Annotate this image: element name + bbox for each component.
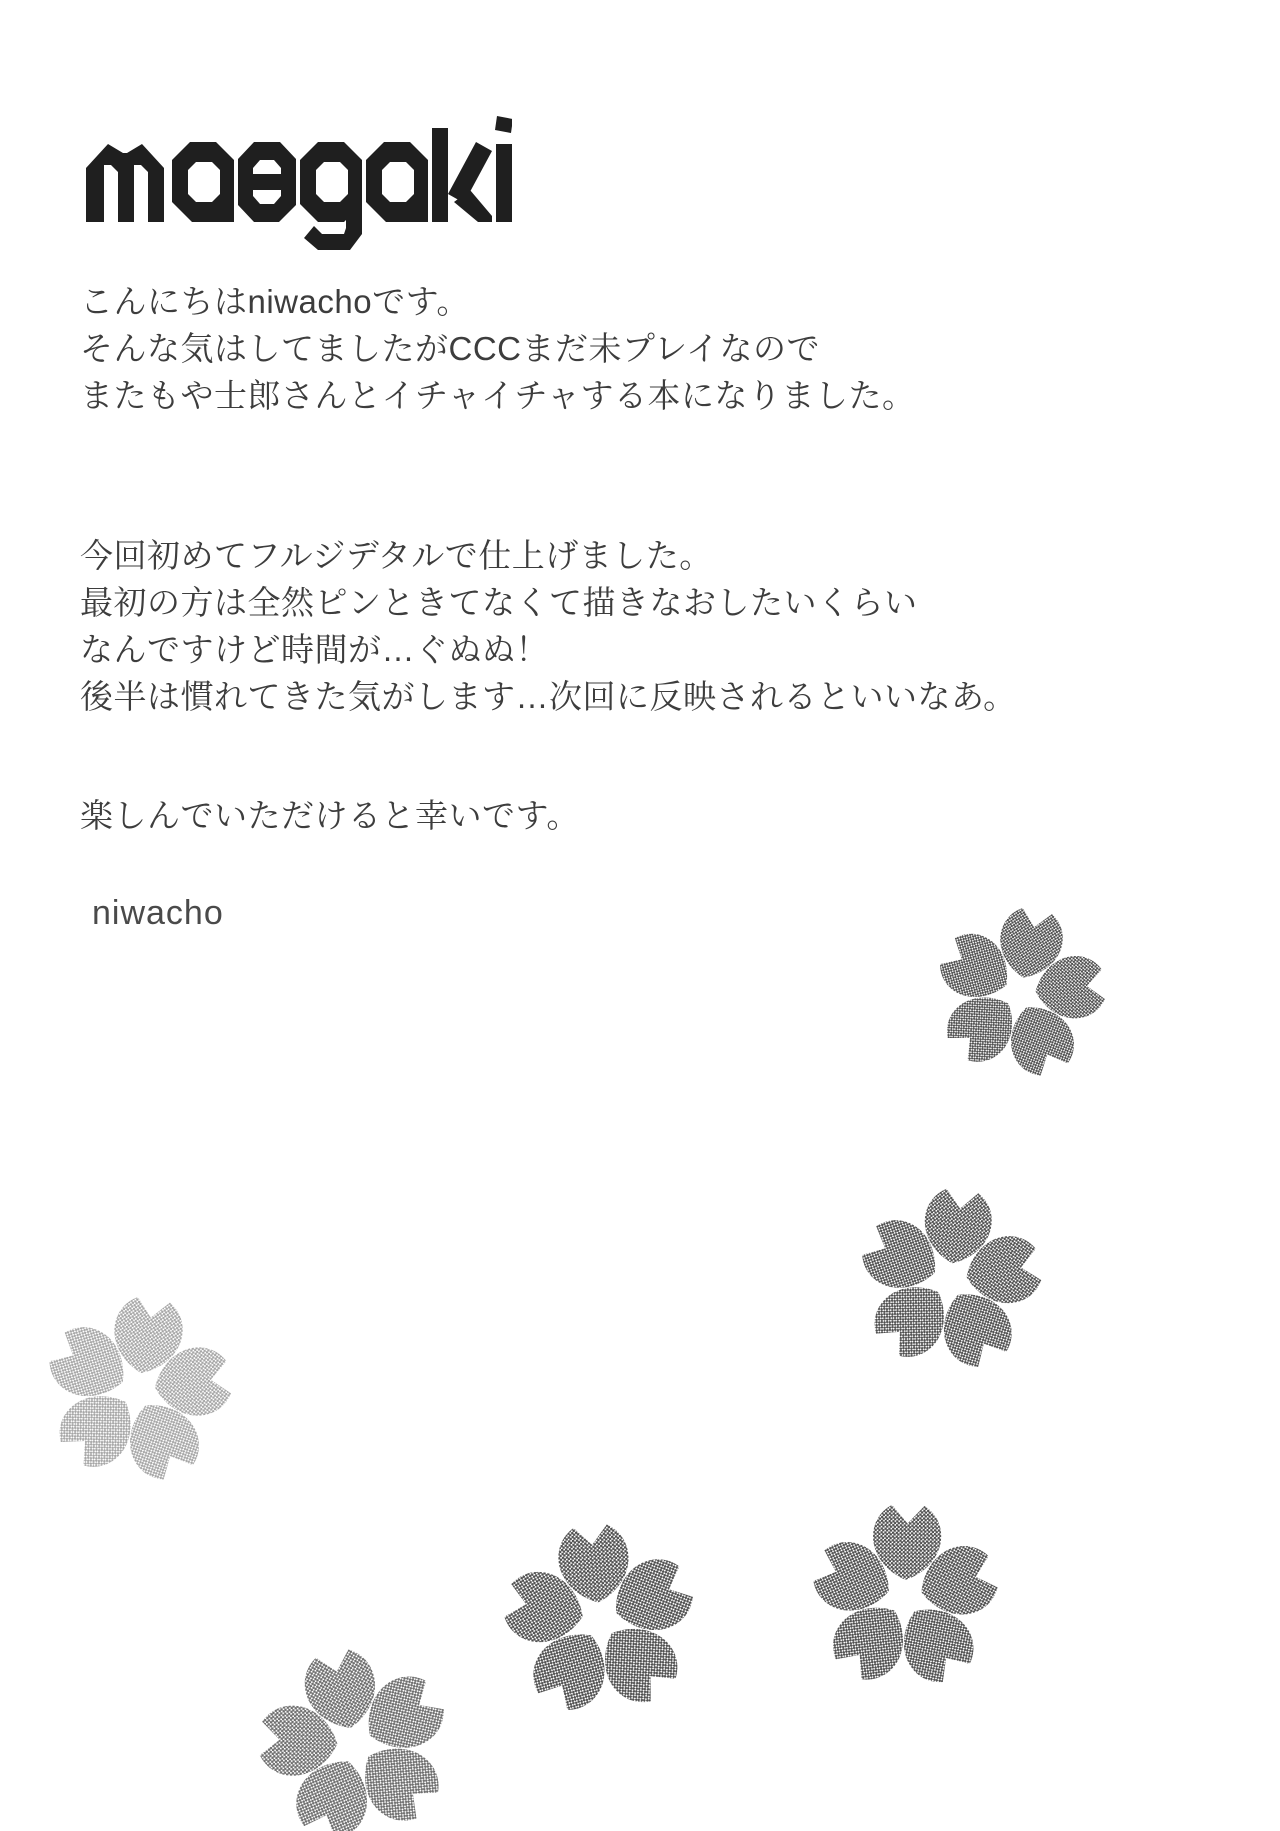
sakura-blossom bbox=[800, 1492, 1010, 1702]
author-signature: niwacho bbox=[92, 894, 224, 932]
sakura-blossom bbox=[33, 1285, 243, 1495]
text-line: またもや士郎さんとイチャイチャする本になりました。 bbox=[80, 377, 916, 414]
sakura-blossom bbox=[924, 897, 1116, 1089]
text-line: こんにちはniwachoです。 bbox=[80, 283, 470, 320]
text-line: 後半は慣れてきた気がします…次回に反映されるといいなあ。 bbox=[80, 678, 1017, 715]
text-line: 最初の方は全然ピンときてなくて描きなおしたいくらい bbox=[80, 584, 918, 621]
text-line: そんな気はしてましたがCCCまだ未プレイなので bbox=[80, 330, 821, 367]
sakura-blossom-icon bbox=[847, 1177, 1053, 1383]
sakura-blossom bbox=[847, 1177, 1053, 1383]
text-line: 楽しんでいただけると幸いです。 bbox=[80, 797, 580, 834]
maegaki-logotype bbox=[86, 112, 512, 254]
closing-paragraph bbox=[80, 792, 580, 839]
text-line: なんですけど時間が…ぐぬぬ！ bbox=[80, 631, 549, 668]
production-notes-paragraph bbox=[80, 532, 1017, 720]
sakura-blossom-icon bbox=[247, 1637, 463, 1831]
sakura-blossom-icon bbox=[33, 1285, 243, 1495]
sakura-blossom-icon bbox=[492, 1512, 708, 1728]
sakura-blossom bbox=[247, 1637, 463, 1831]
page-title bbox=[86, 112, 512, 254]
text-line: 今回初めてフルジデタルで仕上げました。 bbox=[80, 537, 713, 574]
sakura-blossom-icon bbox=[800, 1492, 1010, 1702]
page-title-text bbox=[86, 254, 87, 255]
sakura-blossom-icon bbox=[924, 897, 1116, 1089]
greeting-paragraph bbox=[80, 278, 916, 419]
sakura-blossom bbox=[492, 1512, 708, 1728]
